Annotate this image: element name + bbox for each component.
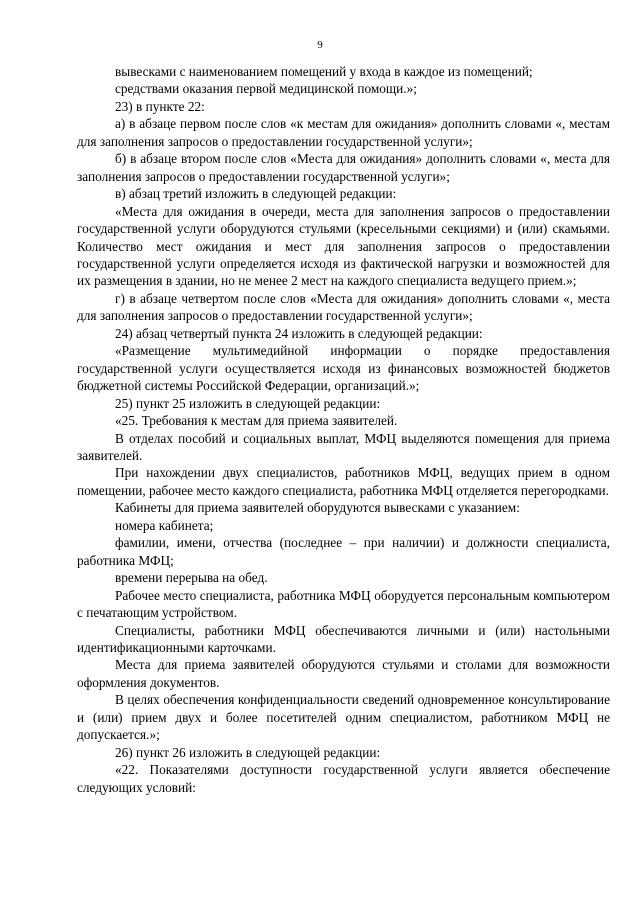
- paragraph: средствами оказания первой медицинской помощи.»;: [115, 81, 417, 97]
- paragraph: в) абзац третий изложить в следующей редакции:: [115, 186, 397, 202]
- paragraph: вывесками с наименованием помещений у входа в каждое из помещений;: [115, 64, 533, 79]
- paragraph: «Размещение мультимедийной информации о порядке предоставления государственной услуги осуществляется исходя из финансовых возможностей бюджетов бюджетной системы Российской Федерации, организаций.»;: [77, 343, 610, 394]
- page-number: 9: [317, 39, 323, 51]
- paragraph: б) в абзаце втором после слов «Места для ожидания» дополнить словами «, места для заполнения запросов о предоставлении государственной услуги»;: [77, 151, 610, 184]
- paragraph: Места для приема заявителей оборудуются стульями и столами для возможности оформления документов.: [77, 657, 610, 690]
- paragraph: а) в абзаце первом после слов «к местам для ожидания» дополнить словами «, местам для заполнения запросов о предоставлении государственной услуги»;: [77, 116, 610, 149]
- paragraph: «25. Требования к местам для приема заявителей.: [115, 413, 398, 429]
- paragraph: времени перерыва на обед.: [115, 570, 268, 586]
- paragraph: 26) пункт 26 изложить в следующей редакции:: [115, 744, 381, 760]
- paragraph: фамилии, имени, отчества (последнее – при наличии) и должности специалиста, работника МФЦ;: [77, 535, 610, 568]
- document-body: [77, 63, 610, 796]
- paragraph: 24) абзац четвертый пункта 24 изложить в следующей редакции:: [115, 325, 483, 341]
- paragraph: При нахождении двух специалистов, работников МФЦ, ведущих прием в одном помещении, рабочее место каждого специалиста, работника МФЦ отделяется перегородками.: [77, 465, 610, 498]
- paragraph: Кабинеты для приема заявителей оборудуются вывесками с указанием:: [115, 500, 520, 516]
- paragraph: В целях обеспечения конфиденциальности сведений одновременное консультирование и (или) прием двух и более посетителей одним специалистом, работником МФЦ не допускается.»;: [77, 692, 610, 743]
- paragraph: Рабочее место специалиста, работника МФЦ оборудуется персональным компьютером с печатающим устройством.: [77, 587, 610, 621]
- paragraph: «Места для ожидания в очереди, места для заполнения запросов о предоставлении государственной услуги оборудуются стульями (кресельными секциями) и (или) скамьями. Количество мест ожидания и мест для заполнения запросов о предоставлении государственной услуги определяется исходя из фактической нагрузки и возможностей для их размещения в здании, но не менее 2 мест на каждого специалиста ведущего прием.»;: [77, 203, 610, 289]
- paragraph: В отделах пособий и социальных выплат, МФЦ выделяются помещения для приема заявителей.: [77, 430, 610, 463]
- paragraph: 25) пункт 25 изложить в следующей редакции:: [115, 395, 381, 411]
- paragraph: номера кабинета;: [115, 517, 214, 533]
- paragraph: 23) в пункте 22:: [115, 98, 205, 114]
- paragraph: г) в абзаце четвертом после слов «Места для ожидания» дополнить словами «, места для заполнения запросов о предоставлении государственной услуги»;: [77, 290, 610, 324]
- paragraph: «22. Показателями доступности государственной услуги является обеспечение следующих условий:: [77, 762, 610, 795]
- paragraph: Специалисты, работники МФЦ обеспечиваются личными и (или) настольными идентификационными карточками.: [77, 622, 610, 655]
